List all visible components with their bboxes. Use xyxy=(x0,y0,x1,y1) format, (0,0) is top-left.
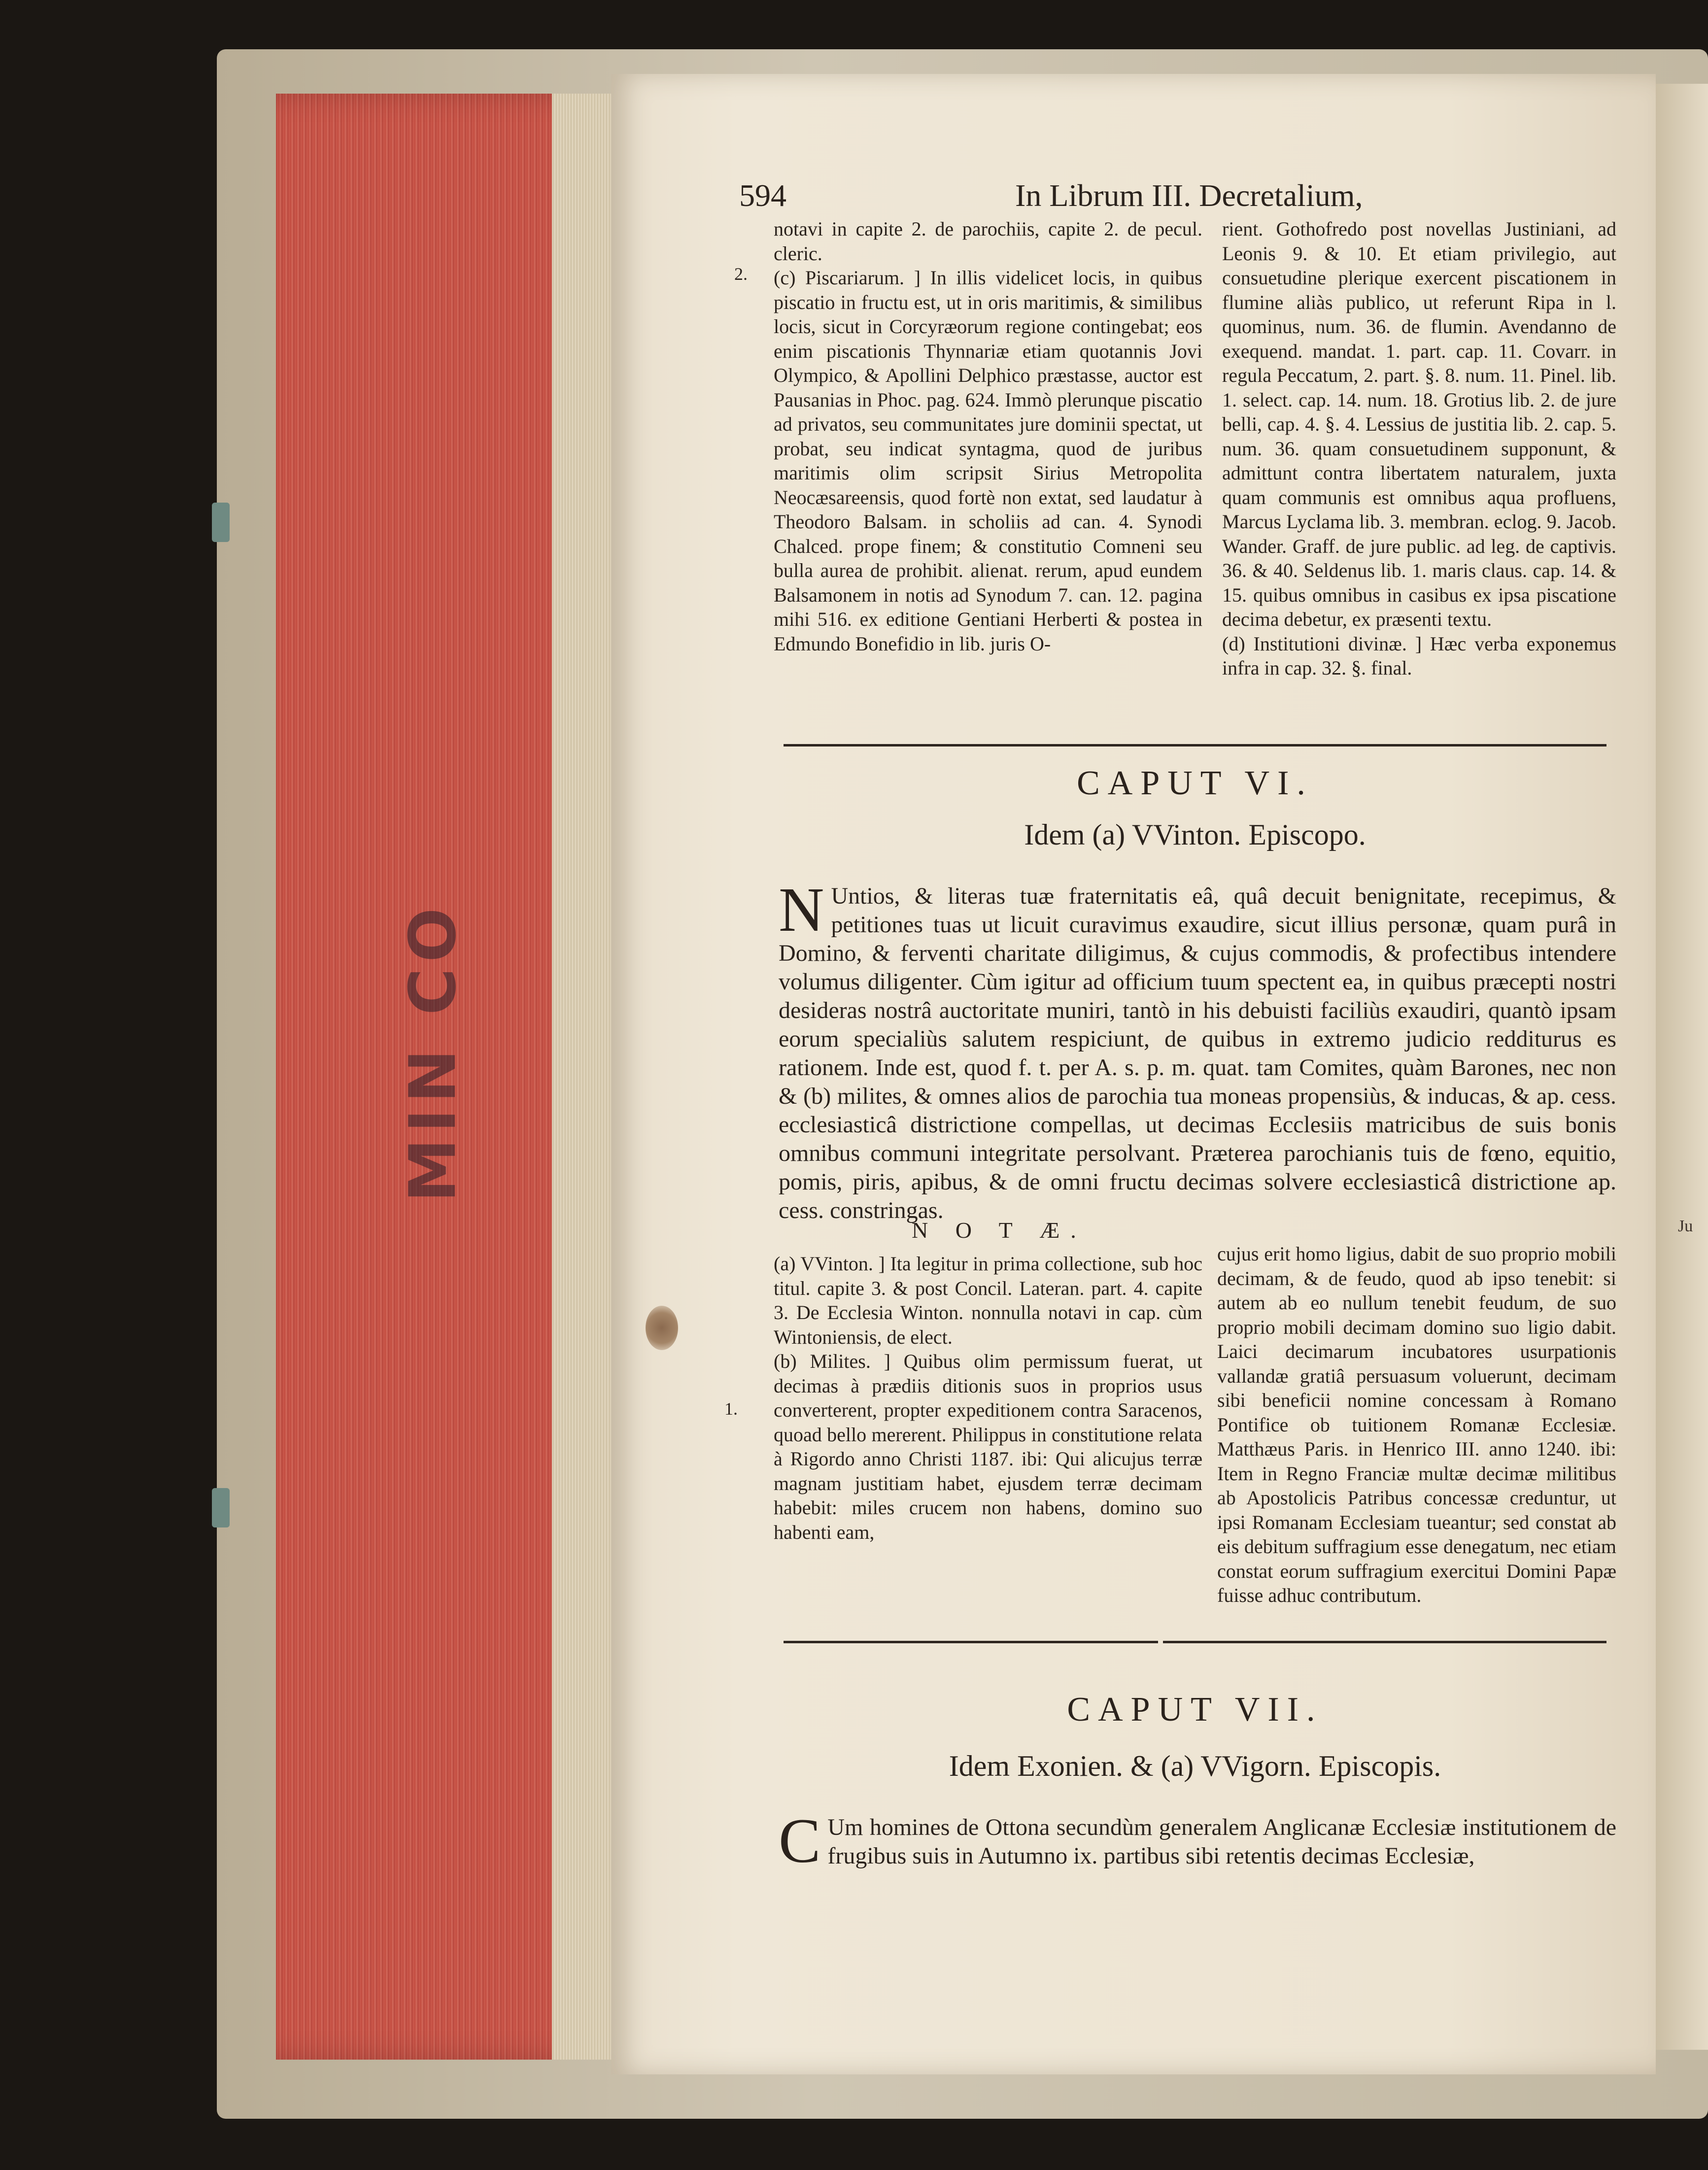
foxing-spot xyxy=(646,1306,678,1350)
running-head-title: In Librum III. Decretalium, xyxy=(1015,178,1363,213)
top-notes-left-column xyxy=(774,217,1202,656)
margin-mark: 1. xyxy=(724,1399,738,1419)
top-notes-right-column xyxy=(1222,217,1616,680)
note-paragraph: (b) Milites. ] Quibus olim permissum fuerat, ut decimas à prædiis ditionis suos in proprios usus converterent, propter expeditionem contra Saracenos, quoad bello mererent. Philippus in constitutione relata à Rigordo anno Christi 1187. ibi: Qui alicujus terræ magnam justitiam habet, ejusdem terræ decimam habebit: miles crucem non habens, domino suo habenti eam, xyxy=(774,1350,1202,1543)
chapter-body xyxy=(779,1806,1616,1876)
chapter-address: Idem (a) VVinton. Episcopo. xyxy=(1024,818,1366,851)
chapter-body xyxy=(779,875,1616,1225)
running-head xyxy=(739,177,1537,217)
note-paragraph: notavi in capite 2. de parochiis, capite 2. de pecul. cleric. xyxy=(774,218,1202,265)
notes-left-column xyxy=(774,1252,1202,1544)
clasp xyxy=(212,1488,230,1527)
section-rule xyxy=(784,744,1606,746)
notes-heading: N O T Æ. xyxy=(912,1218,1087,1243)
drop-cap: C xyxy=(779,1806,821,1876)
chapter-title: CAPUT VI. xyxy=(1077,764,1313,802)
clasp xyxy=(212,503,230,542)
chapter-text: Untios, & literas tuæ fraternitatis eâ, quâ decuit benignitate, recepimus, & petitiones tuas ut licuit curavimus exaudire, sicut illius personæ, quam purâ in Domino, & ferventi charitate diligimus, & cujus commodis, & profectibus intendere volumus diligenter. Cùm igitur ad officium tuum spectent ea, in quibus præcepti nostri desideras nostrâ auctoritate muniri, tantò in his debuisti faciliùs exaudiri, quantò ipsam eorum specialiùs salutem respiciunt, de quibus in extremo judicio redditurus es rationem. Inde est, quod f. t. per A. s. p. m. quat. tam Comites, quàm Barones, nec non & (b) milites, & omnes alios de parochia tua moneas propensiùs, & inducas, & ap. cess. ecclesiasticâ districtione compellas, ut decimas Ecclesiis matricibus de suis bonis omnibus communi integritate persolvant. Præterea parochianis tuis de fœno, equitio, pomis, piris, apibus, & de omni fructu decimas solvere ecclesiasticâ districtione ap. cess. constringas. xyxy=(779,883,1616,1223)
library-stamp: MIN CO xyxy=(395,902,470,1202)
margin-mark: 2. xyxy=(734,264,748,284)
next-page-edge xyxy=(1656,84,1708,2050)
notes-right-column xyxy=(1217,1242,1616,1608)
chapter-address: Idem Exonien. & (a) VVigorn. Episcopis. xyxy=(949,1750,1441,1782)
chapter-title: CAPUT VII. xyxy=(1067,1691,1323,1729)
section-rule xyxy=(1163,1641,1606,1643)
note-paragraph: cujus erit homo ligius, dabit de suo proprio mobili decimam, & de feudo, quod ab ipso tenebit: si autem ab eo nullum tenebit feudum, de suo proprio mobili decimam domino suo ligio dabit. Laici decimarum incubatores usurpationis vallandæ gratiâ persuasum voluerunt, decimam sibi beneficii nomine concessam à Romano Pontifice ob tuitionem Romanæ Ecclesiæ. Matthæus Paris. in Henrico III. anno 1240. ibi: Item in Regno Franciæ multæ decimæ militibus ab Apostolicis Patribus concessæ creduntur, ut ipsi Romanam Ecclesiam tueantur; sed constat ab eis debitum suffragium esse denegatum, nec etiam constat eorum suffragium exercitui Domini Papæ fuisse adhuc contributum. xyxy=(1217,1243,1616,1606)
note-paragraph: (d) Institutioni divinæ. ] Hæc verba exponemus infra in cap. 32. §. final. xyxy=(1222,632,1616,679)
section-rule xyxy=(784,1641,1158,1643)
next-page-fragment: Ju xyxy=(1678,1217,1693,1235)
drop-cap: N xyxy=(779,875,824,945)
note-paragraph: (c) Piscariarum. ] In illis videlicet locis, in quibus piscatio in fructu est, ut in oris maritimis, & similibus locis, sicut in Corcyræorum regione contingebat; eos enim piscationis Thynnariæ etiam quotannis Jovi Olympico, & Apollini Delphico præstasse, auctor est Pausanias in Phoc. pag. 624. Immò plerunque piscatio ad privatos, seu communitates jure dominii spectat, ut probat, seu indicat syntagma, quod de juribus maritimis olim scripsit Sirius Metropolita Neocæsareensis, quod fortè non extat, sed laudatur à Theodoro Balsam. in scholiis ad can. 4. Synodi Chalced. prope finem; & constitutio Comneni seu bulla aurea de prohibit. alienat. rerum, apud eundem Balsamonem in notis ad Synodum 7. can. 12. pagina mihi 516. ex editione Gentiani Herberti & postea in Edmundo Bonefidio in lib. juris O- xyxy=(774,267,1202,655)
page-number: 594 xyxy=(739,178,786,213)
note-paragraph: rient. Gothofredo post novellas Justiniani, ad Leonis 9. & 10. Et etiam privilegio, aut consuetudine plerique exercent piscationem in flumine aliàs publico, ut referunt Ripa in l. quominus, num. 36. de flumin. Avendanno de exequend. mandat. 1. part. cap. 11. Covarr. in regula Peccatum, 2. part. §. 8. num. 11. Pinel. lib. 1. select. cap. 14. num. 18. Grotius lib. 2. de jure belli, cap. 4. §. 4. Lessius de justitia lib. 2. cap. 5. num. 36. quam consuetudinem supponunt, & admittunt contra libertatem naturalem, juxta quam communis est omnibus aqua profluens, Marcus Lyclama lib. 3. membran. eclog. 9. Jacob. Wander. Graff. de jure public. ad leg. de captivis. 36. & 40. Seldenus lib. 1. maris claus. cap. 14. & 15. quibus omnibus in casibus ex ipsa piscatione decima debetur, ex præsenti textu. xyxy=(1222,218,1616,630)
chapter-text: Um homines de Ottona secundùm generalem Anglicanæ Ecclesiæ institutionem de frugibus suis in Autumno ix. partibus sibi retentis decimas Ecclesiæ, xyxy=(827,1814,1616,1869)
note-paragraph: (a) VVinton. ] Ita legitur in prima collectione, sub hoc titul. capite 3. & post Concil. Lateran. part. 4. capite 3. De Ecclesia Winton. nonnulla notavi in cap. cùm Wintoniensis, de elect. xyxy=(774,1253,1202,1348)
